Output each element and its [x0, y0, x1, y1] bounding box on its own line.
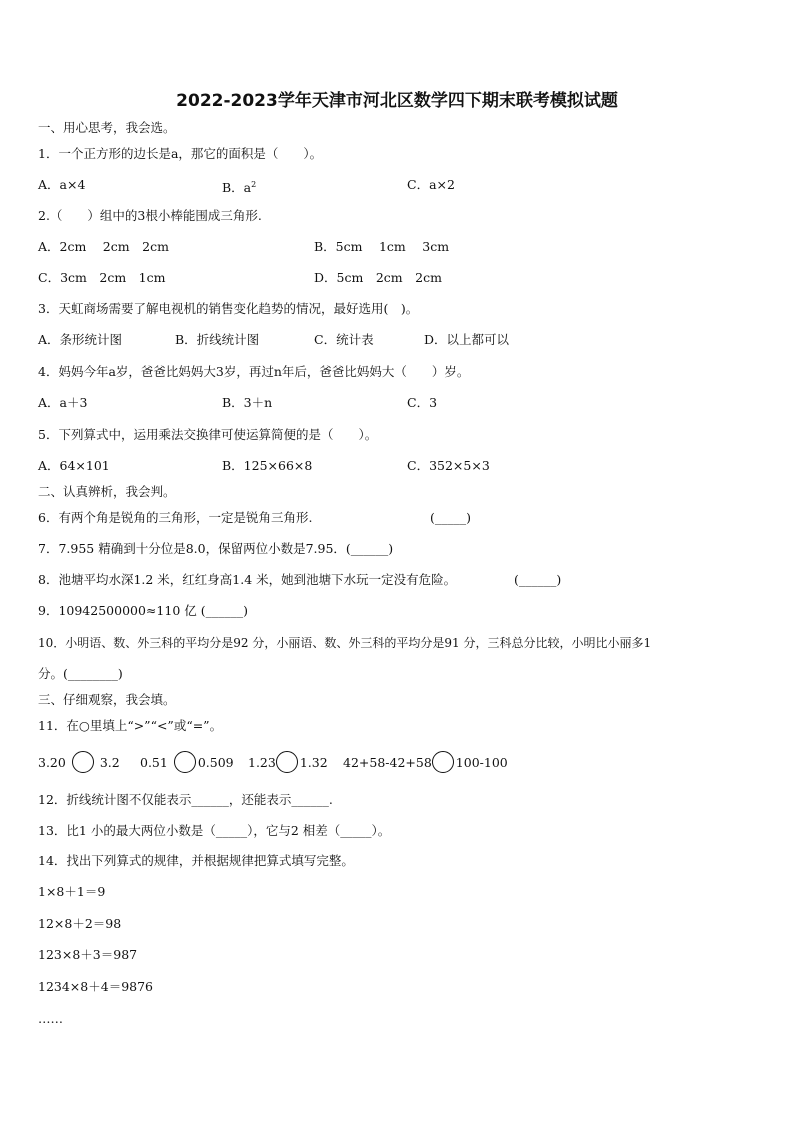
- q1-option-a: A．a×4: [38, 177, 86, 192]
- q1-option-b: B．$a^2$: [222, 180, 257, 196]
- comparison-item: [140, 748, 234, 776]
- answer-circle[interactable]: [174, 751, 196, 773]
- comparison-left: 3.20: [38, 754, 66, 770]
- page-title: 2022-2023学年天津市河北区数学四下期末联考模拟试题: [176, 91, 618, 111]
- q1-option-c: C．a×2: [407, 177, 455, 192]
- comparison-item: [343, 748, 508, 776]
- question-8: 8．池塘平均水深1.2 米，红红身高1.4 米，她到池塘下水玩一定没有危险。: [38, 572, 457, 587]
- q8-answer-blank: (______): [514, 572, 562, 587]
- question-12: 12．折线统计图不仅能表示______，还能表示______.: [38, 792, 333, 807]
- question-9: 9．10942500000≈110 亿 (______): [38, 603, 248, 618]
- q3-option-b: B．折线统计图: [175, 332, 260, 347]
- section-1-heading: 一、用心思考，我会选。: [38, 120, 176, 135]
- comparison-right: 1.32: [299, 754, 328, 770]
- q2-option-b: B．5cm 1cm 3cm: [314, 239, 450, 254]
- pattern-line: 1×8＋1＝9: [38, 884, 106, 899]
- q2-option-c: C．3cm 2cm 1cm: [38, 270, 166, 285]
- q3-option-d: D．以上都可以: [424, 332, 510, 347]
- question-6: 6．有两个角是锐角的三角形，一定是锐角三角形.: [38, 510, 313, 525]
- comparison-right: 3.2: [99, 754, 120, 770]
- pattern-ellipsis: ……: [38, 1011, 63, 1026]
- comparison-left: 42+58-42+58: [343, 754, 432, 770]
- comparison-row: [38, 748, 758, 776]
- q6-answer-blank: (_____): [430, 510, 472, 525]
- pattern-line: 123×8＋3＝987: [38, 947, 138, 962]
- question-4: 4．妈妈今年a岁，爸爸比妈妈大3岁，再过n年后，爸爸比妈妈大（ ）岁。: [38, 364, 470, 379]
- comparison-item: [248, 748, 328, 776]
- question-2: 2.（ ）组中的3根小棒能围成三角形.: [38, 208, 262, 223]
- question-13: 13．比1 小的最大两位小数是（_____），它与2 相差（_____）。: [38, 823, 391, 838]
- q3-option-c: C．统计表: [314, 332, 374, 347]
- question-1: 1．一个正方形的边长是a，那它的面积是（ ）。: [38, 146, 323, 161]
- question-7: 7．7.955 精确到十分位是8.0，保留两位小数是7.95．(______): [38, 541, 394, 556]
- q4-option-c: C．3: [407, 395, 438, 410]
- q3-option-a: A．条形统计图: [38, 332, 123, 347]
- q2-option-a: A．2cm 2cm 2cm: [38, 239, 169, 254]
- question-10-line-2: 分。(________): [38, 666, 123, 681]
- question-10-line-1: 10．小明语、数、外三科的平均分是92 分，小丽语、数、外三科的平均分是91 分，三科总分比较，小明比小丽多1: [38, 636, 652, 650]
- answer-circle[interactable]: [72, 751, 94, 773]
- comparison-left: 1.23: [248, 754, 276, 770]
- section-2-heading: 二、认真辨析，我会判。: [38, 484, 176, 499]
- question-3: 3．天虹商场需要了解电视机的销售变化趋势的情况，最好选用( )。: [38, 301, 419, 316]
- q4-option-a: A．a＋3: [38, 395, 88, 410]
- q5-option-a: A．64×101: [38, 458, 110, 473]
- answer-circle[interactable]: [276, 751, 298, 773]
- q2-option-d: D．5cm 2cm 2cm: [314, 270, 442, 285]
- comparison-right: 0.509: [197, 754, 234, 770]
- comparison-left: 0.51: [140, 754, 168, 770]
- question-11: 11．在○里填上“>”“<”或“=”。: [38, 718, 223, 733]
- pattern-line: 12×8＋2＝98: [38, 916, 122, 931]
- pattern-line: 1234×8＋4＝9876: [38, 979, 154, 994]
- q4-option-b: B．3＋n: [222, 395, 273, 410]
- question-5: 5．下列算式中，运用乘法交换律可使运算简便的是（ ）。: [38, 427, 378, 442]
- answer-circle[interactable]: [432, 751, 454, 773]
- section-3-heading: 三、仔细观察，我会填。: [38, 692, 176, 707]
- q5-option-c: C．352×5×3: [407, 458, 490, 473]
- comparison-item: [38, 748, 120, 776]
- q5-option-b: B．125×66×8: [222, 458, 313, 473]
- question-14: 14．找出下列算式的规律，并根据规律把算式填写完整。: [38, 853, 354, 868]
- comparison-right: 100-100: [455, 754, 508, 770]
